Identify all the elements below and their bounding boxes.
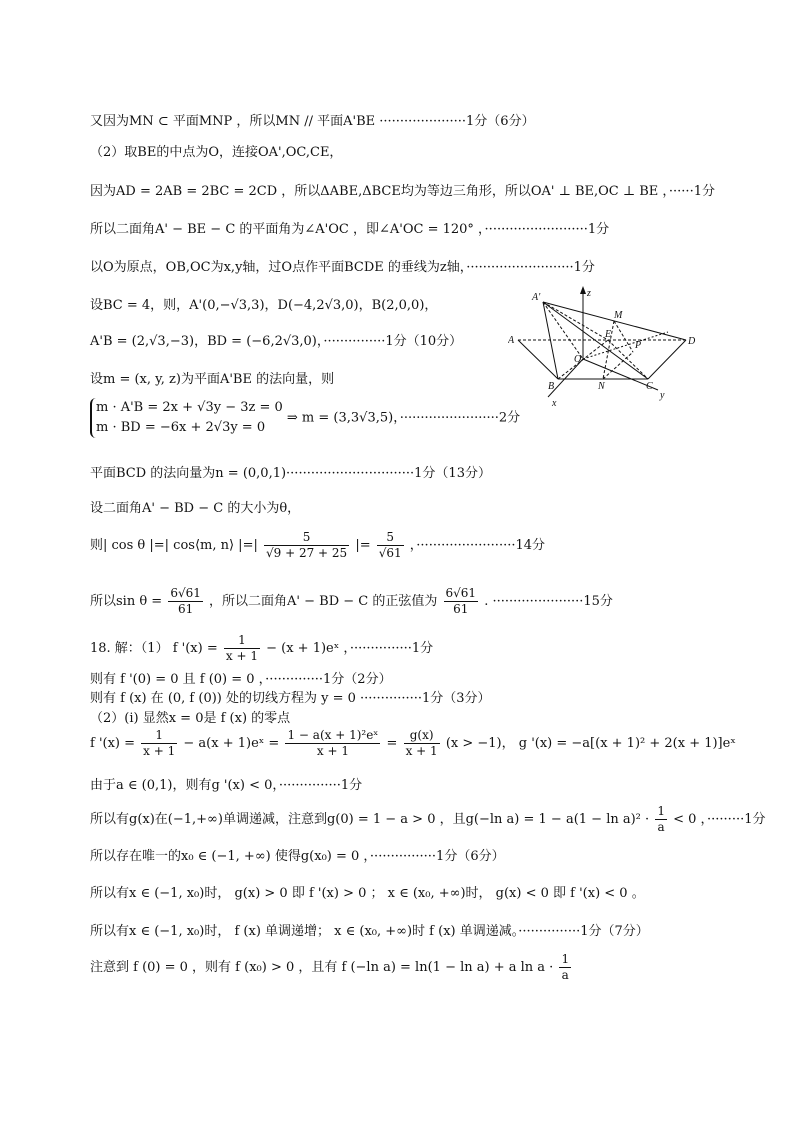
fraction: $\frac{5}{√9 + 27 + 25}$	[265, 530, 348, 560]
label-x: x	[552, 398, 557, 407]
text-line: 所以有x ∈ (−1, x₀)时， g(x) > 0 即 f '(x) > 0 ； x ∈ (x₀, +∞)时， g(x) < 0 即 f '(x) < 0 。	[90, 886, 645, 901]
arrow-z	[580, 286, 586, 294]
formula-line: 注意到 f (0) = 0 ，则有 f (x₀) > 0 ，且有 f (−ln a) = ln(1 − ln a) + a ln a · $\frac{1}{a}$	[90, 952, 570, 982]
edge-a1e	[543, 302, 608, 340]
fraction: $\frac{6√61}{61}$	[170, 586, 201, 616]
text-line: 所以存在唯一的x₀ ∈ (−1, +∞) 使得g(x₀) = 0 ，················1分（6分）	[90, 849, 505, 864]
label-n: N	[598, 381, 605, 392]
fraction: $\frac{1}{a}$	[561, 952, 570, 982]
text-line: 由于a ∈ (0,1)，则有g '(x) < 0，···············1分	[90, 778, 363, 793]
text-line: 则有 f '(0) = 0 且 f (0) = 0 ，··············1分（2分）	[90, 672, 392, 687]
equation-row-2: m · BD = −6x + 2√3y = 0	[96, 420, 266, 435]
label-m: M	[614, 310, 623, 321]
fraction: $\frac{1}{x + 1}$	[225, 633, 258, 663]
edge-ec	[608, 340, 648, 379]
text-line: 平面BCD 的法向量为n = (0,0,1)·······························1分（13分）	[90, 466, 491, 481]
label-b: B	[548, 381, 555, 392]
geometry-diagram	[508, 282, 728, 407]
label-y: y	[660, 390, 665, 401]
fraction: $\frac{\text{1 − a(x + 1)²eˣ}}{x + 1}$	[287, 728, 379, 758]
formula-line: f '(x) = $\frac{1}{x + 1}$ − a(x + 1)eˣ = $\frac{\text{1 − a(x + 1)²eˣ}}{x + 1}$ = $\frac{g(x)}{x + 1}$ (x > −1)， g '(x) = −a[(x + 1)² + 2(x + 1)]eˣ	[90, 728, 736, 758]
text-line: 设二面角A' − BD − C 的大小为θ，	[90, 501, 301, 516]
text-line: 设m = (x, y, z)为平面A'BE 的法向量，则	[90, 372, 335, 387]
text-line: （2）取BE的中点为O，连接OA',OC,CE，	[90, 145, 343, 160]
text-line: 所以二面角A' − BE − C 的平面角为∠A'OC ，即∠A'OC = 120° ，·························1分	[90, 222, 610, 237]
formula-line: 所以sin θ = $\frac{6√61}{61}$ ，所以二面角A' − BD − C 的正弦值为 $\frac{6√61}{61}$ . ······················15分	[90, 586, 613, 616]
formula-line: 18. 解：（1） f '(x) = $\frac{1}{x + 1}$ − (x + 1)eˣ ，···············1分	[90, 633, 434, 663]
equation-row-1: m · A'B = 2x + √3y − 3z = 0	[96, 400, 283, 415]
fraction: $\frac{1}{x + 1}$	[143, 728, 176, 758]
label-z: z	[587, 288, 591, 299]
text-line: 因为AD = 2AB = 2BC = 2CD ，所以ΔABE,ΔBCE均为等边三角形，所以OA' ⊥ BE,OC ⊥ BE ，······1分	[90, 184, 715, 199]
text-line: 又因为MN ⊂ 平面MNP ，所以MN // 平面A'BE ·····················1分（6分）	[90, 114, 535, 129]
text-line: 则有 f (x) 在 (0, f (0)) 处的切线方程为 y = 0 ···············1分（3分）	[90, 691, 491, 706]
edge-oc-dashed	[583, 332, 668, 359]
text-line: 所以有x ∈ (−1, x₀)时， f (x) 单调递增； x ∈ (x₀, +∞)时 f (x) 单调递减。···············1分（7分）	[90, 924, 649, 939]
formula-line: 所以有g(x)在(−1,+∞)单调递减，注意到g(0) = 1 − a > 0 ，且g(−ln a) = 1 − a(1 − ln a)² · $\frac{1}{a}$ < 0 ，·········1分	[90, 804, 766, 834]
text-line: A'B = (2,√3,−3)，BD = (−6,2√3,0)，···············1分（10分）	[90, 334, 463, 349]
edge-cd	[648, 340, 686, 379]
text-line: （2）(i) 显然x = 0是 f (x) 的零点	[90, 711, 291, 726]
fraction: $\frac{g(x)}{x + 1}$	[405, 728, 438, 758]
formula-line: 则| cos θ |=| cos⟨m, n⟩ |=| $\frac{5}{√9 + 27 + 25}$ |= $\frac{5}{√61}$ ，························14分	[90, 530, 546, 560]
label-p: P	[635, 340, 642, 351]
label-o: O	[574, 354, 582, 365]
equation-result: ⇒ m = (3,3√3,5)，························2分	[286, 410, 521, 426]
label-e: E	[605, 329, 612, 340]
fraction: $\frac{1}{a}$	[657, 804, 665, 834]
equation-system	[90, 398, 520, 438]
text-line: 设BC = 4，则，A'(0,−√3,3)，D(−4,2√3,0)，B(2,0,0)，	[90, 298, 438, 313]
label-c: C	[646, 381, 653, 392]
fraction: $\frac{5}{√61}$	[378, 530, 402, 560]
text-line: 以O为原点，OB,OC为x,y轴，过O点作平面BCDE 的垂线为z轴，··························1分	[90, 260, 595, 275]
label-a: A	[508, 335, 515, 346]
fraction: $\frac{6√61}{61}$	[445, 586, 477, 616]
label-d: D	[688, 336, 696, 347]
label-a1: A'	[532, 292, 541, 303]
